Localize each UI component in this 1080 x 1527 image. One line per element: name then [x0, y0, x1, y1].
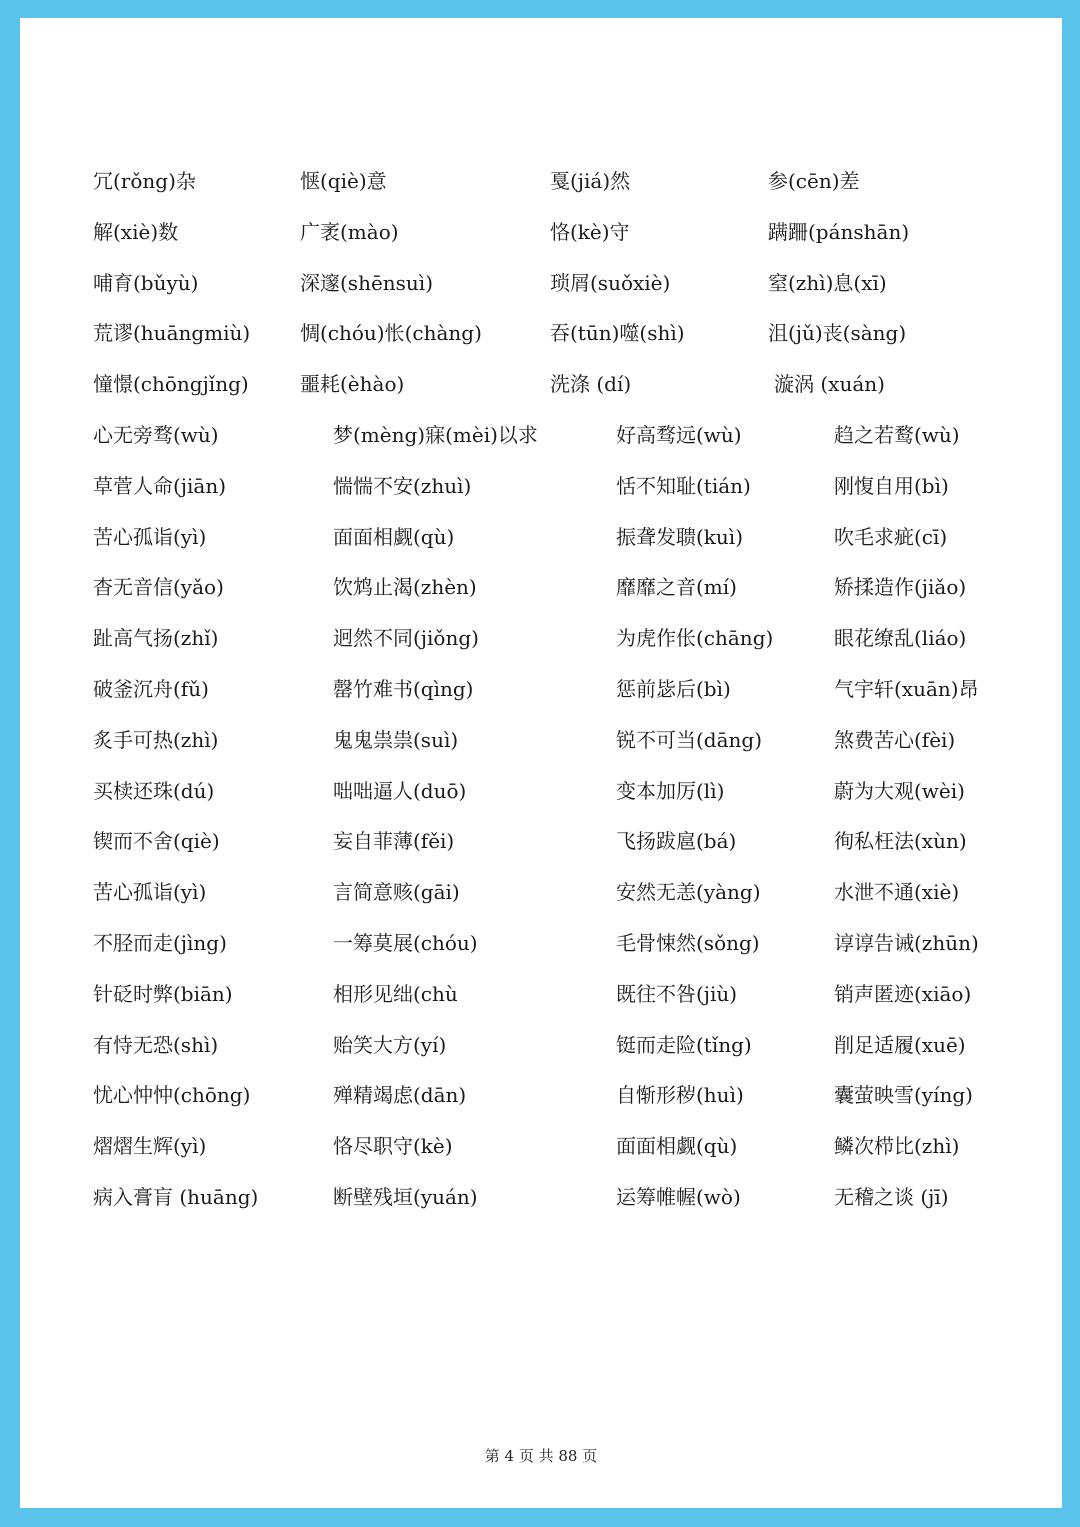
- vocab-entry: 沮(jǔ)丧(sàng): [768, 321, 907, 346]
- vocab-row: [20, 1025, 1062, 1065]
- vocab-row: [20, 771, 1062, 811]
- vocab-entry: 矫揉造作(jiǎo): [834, 575, 967, 600]
- vocab-entry: 哺育(bǔyù): [93, 270, 199, 295]
- vocab-entry: 铤而走险(tǐng): [616, 1032, 752, 1057]
- vocab-entry: 贻笑大方(yí): [333, 1032, 447, 1057]
- vocab-entry: 徇私枉法(xùn): [834, 829, 967, 854]
- vocab-entry: 惴惴不安(zhuì): [333, 473, 472, 498]
- vocab-entry: 病入膏肓 (huāng): [93, 1185, 259, 1209]
- vocab-entry: 憧憬(chōngjǐng): [93, 372, 249, 397]
- vocab-entry: 杳无音信(yǎo): [93, 575, 224, 600]
- vocab-entry: 断壁残垣(yuán): [333, 1185, 478, 1209]
- vocab-entry: 解(xiè)数: [93, 219, 179, 244]
- vocab-entry: 安然无恙(yàng): [616, 880, 761, 905]
- vocab-row: [20, 364, 1062, 404]
- vocab-entry: 心无旁骛(wù): [93, 423, 219, 447]
- vocab-entry: 针砭时弊(biān): [93, 981, 233, 1006]
- vocab-entry: 饮鸩止渴(zhèn): [333, 575, 477, 600]
- vocab-entry: 草菅人命(jiān): [93, 473, 227, 498]
- vocab-row: [20, 212, 1062, 252]
- vocab-row: [20, 517, 1062, 557]
- vocab-entry: 吞(tūn)噬(shì): [550, 321, 685, 346]
- vocab-entry: 洗涤 (dí): [550, 372, 632, 397]
- vocab-entry: 鬼鬼祟祟(suì): [333, 727, 459, 752]
- vocab-entry: 破釜沉舟(fǔ): [93, 677, 209, 701]
- vocab-entry: 刚愎自用(bì): [834, 473, 949, 498]
- vocab-entry: 不胫而走(jìng): [93, 931, 227, 955]
- vocab-entry: 恬不知耻(tián): [616, 473, 751, 498]
- vocab-entry: 靡靡之音(mí): [616, 575, 737, 600]
- vocab-row: [20, 567, 1062, 607]
- vocab-entry: 销声匿迹(xiāo): [834, 981, 972, 1006]
- vocab-row: [20, 821, 1062, 861]
- vocab-entry: 妄自菲薄(fěi): [333, 829, 455, 854]
- vocab-entry: 惬(qiè)意: [300, 169, 387, 193]
- vocab-entry: 囊萤映雪(yíng): [834, 1083, 973, 1108]
- vocab-entry: 漩涡 (xuán): [774, 372, 885, 397]
- vocab-entry: 面面相觑(qù): [616, 1134, 738, 1159]
- vocab-row: [20, 313, 1062, 353]
- vocab-row: [20, 720, 1062, 760]
- vocab-entry: 殚精竭虑(dān): [333, 1083, 467, 1108]
- vocab-row: [20, 872, 1062, 912]
- vocab-entry: 鳞次栉比(zhì): [834, 1134, 960, 1159]
- vocab-entry: 面面相觑(qù): [333, 524, 455, 549]
- vocab-entry: 飞扬跋扈(bá): [616, 829, 737, 854]
- vocab-entry: 气宇轩(xuān)昂: [834, 677, 979, 701]
- vocab-row: [20, 415, 1062, 455]
- vocab-row: [20, 1075, 1062, 1115]
- vocab-entry: 好高骛远(wù): [616, 423, 742, 447]
- vocab-entry: 参(cēn)差: [768, 169, 860, 193]
- vocab-row: [20, 923, 1062, 963]
- vocab-entry: 趾高气扬(zhǐ): [93, 626, 219, 651]
- vocab-entry: 熠熠生辉(yì): [93, 1134, 207, 1159]
- vocab-entry: 削足适履(xuē): [834, 1032, 966, 1057]
- vocab-entry: 谆谆告诫(zhūn): [834, 931, 979, 955]
- vocab-entry: 惆(chóu)怅(chàng): [300, 321, 482, 346]
- vocab-entry: 戛(jiá)然: [550, 169, 631, 193]
- vocab-row: [20, 466, 1062, 506]
- vocab-entry: 有恃无恐(shì): [93, 1032, 219, 1057]
- vocab-entry: 苦心孤诣(yì): [93, 880, 207, 905]
- vocab-entry: 眼花缭乱(liáo): [834, 626, 967, 651]
- vocab-entry: 恪(kè)守: [550, 219, 630, 244]
- vocab-entry: 自惭形秽(huì): [616, 1083, 744, 1108]
- vocab-entry: 锐不可当(dāng): [616, 727, 763, 752]
- vocab-entry: 一筹莫展(chóu): [333, 931, 478, 955]
- vocab-entry: 变本加厉(lì): [616, 778, 725, 803]
- vocab-entry: 窒(zhì)息(xī): [768, 270, 887, 295]
- vocab-row: [20, 669, 1062, 709]
- vocab-row: [20, 974, 1062, 1014]
- vocab-row: [20, 1126, 1062, 1166]
- vocab-entry: 冗(rǒng)杂: [93, 169, 196, 193]
- vocab-entry: 毛骨悚然(sǒng): [616, 931, 760, 955]
- vocab-entry: 惩前毖后(bì): [616, 677, 731, 701]
- vocab-entry: 炙手可热(zhì): [93, 727, 219, 752]
- vocab-entry: 相形见绌(chù: [333, 981, 458, 1006]
- page-footer: 第 4 页 共 88 页: [484, 1447, 598, 1465]
- vocab-entry: 噩耗(èhào): [300, 372, 405, 397]
- vocab-entry: 为虎作伥(chāng): [616, 626, 774, 651]
- vocab-entry: 既往不咎(jiù): [616, 981, 738, 1006]
- vocab-entry: 忧心忡忡(chōng): [93, 1083, 251, 1108]
- vocab-entry: 蔚为大观(wèi): [834, 778, 965, 803]
- vocab-entry: 趋之若鹜(wù): [834, 423, 960, 447]
- vocab-entry: 恪尽职守(kè): [333, 1134, 453, 1159]
- vocab-row: [20, 618, 1062, 658]
- vocab-entry: 蹒跚(pánshān): [768, 219, 910, 244]
- vocab-entry: 运筹帷幄(wò): [616, 1185, 741, 1209]
- document-page: [20, 18, 1062, 1508]
- vocab-entry: 无稽之谈 (jī): [834, 1185, 949, 1209]
- vocab-entry: 锲而不舍(qiè): [93, 829, 220, 854]
- vocab-entry: 言简意赅(gāi): [333, 880, 460, 905]
- vocab-entry: 振聋发聩(kuì): [616, 524, 744, 549]
- vocab-entry: 苦心孤诣(yì): [93, 524, 207, 549]
- vocab-entry: 咄咄逼人(duō): [333, 778, 467, 803]
- vocab-entry: 罄竹难书(qìng): [333, 677, 474, 701]
- vocab-entry: 琐屑(suǒxiè): [550, 270, 671, 295]
- vocab-row: [20, 161, 1062, 201]
- vocab-entry: 广袤(mào): [300, 219, 399, 244]
- vocab-entry: 迥然不同(jiǒng): [333, 626, 479, 651]
- vocab-entry: 荒谬(huāngmiù): [93, 321, 251, 346]
- vocab-entry: 煞费苦心(fèi): [834, 727, 956, 752]
- vocab-row: [20, 263, 1062, 303]
- vocab-entry: 深邃(shēnsuì): [300, 270, 434, 295]
- vocab-entry: 吹毛求疵(cī): [834, 524, 948, 549]
- vocab-entry: 买椟还珠(dú): [93, 778, 215, 803]
- vocab-row: [20, 1177, 1062, 1217]
- vocab-entry: 水泄不通(xiè): [834, 880, 960, 905]
- vocab-entry: 梦(mèng)寐(mèi)以求: [333, 423, 538, 447]
